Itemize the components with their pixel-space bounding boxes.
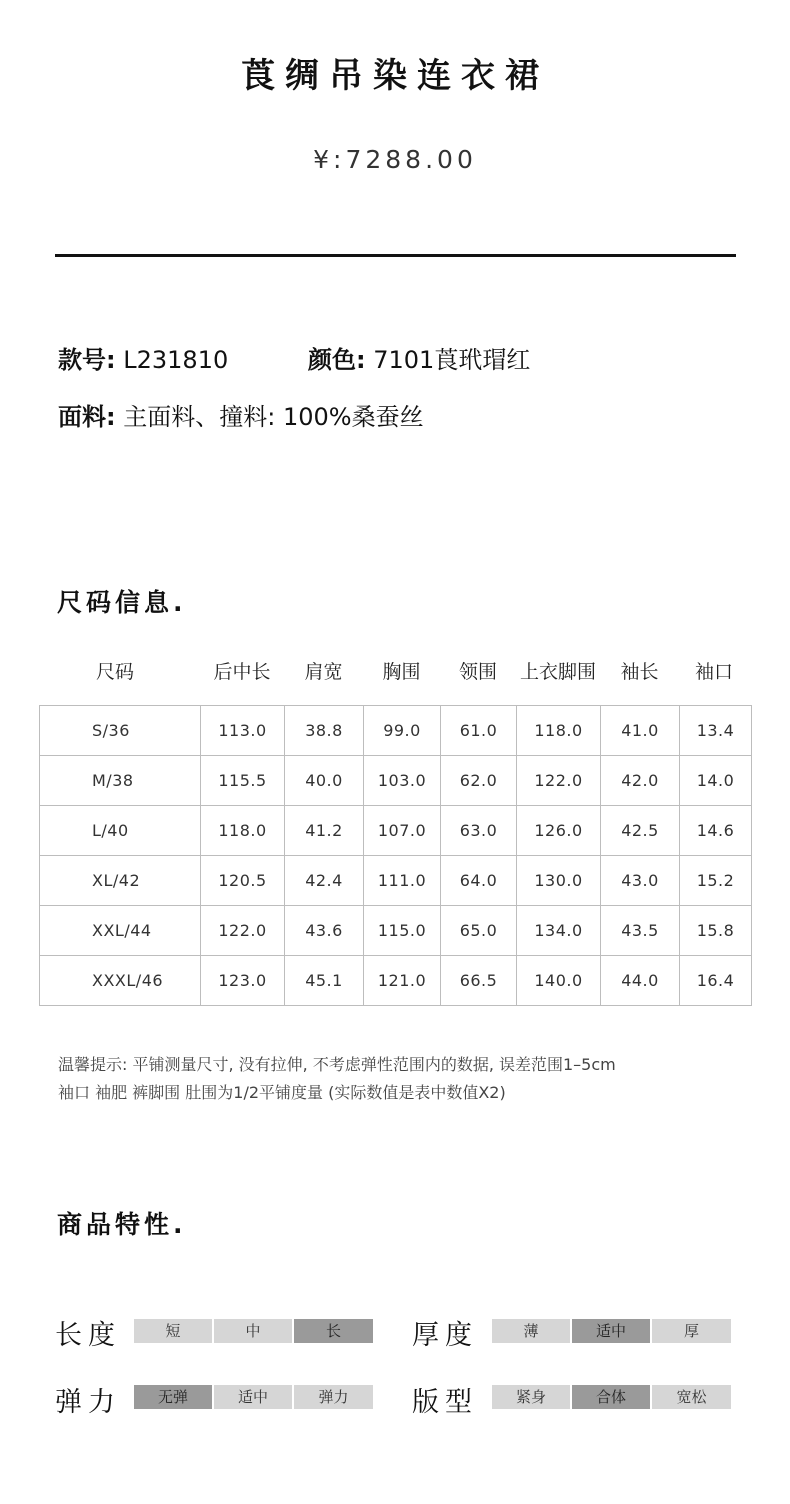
- table-cell: 122.0: [517, 756, 601, 806]
- table-cell: 107.0: [364, 806, 441, 856]
- table-cell: 65.0: [441, 906, 517, 956]
- table-cell: 134.0: [517, 906, 601, 956]
- size-note-line-2: 袖口 袖肥 裤脚围 肚围为1/2平铺度量 (实际数值是表中数值X2): [58, 1083, 506, 1102]
- table-cell: 111.0: [364, 856, 441, 906]
- length-option-medium: 中: [214, 1319, 292, 1343]
- thickness-option-thick: 厚: [652, 1319, 731, 1343]
- table-cell: 14.0: [680, 756, 752, 806]
- table-cell: 62.0: [441, 756, 517, 806]
- table-cell: 40.0: [285, 756, 364, 806]
- table-cell: 122.0: [201, 906, 285, 956]
- table-cell: 63.0: [441, 806, 517, 856]
- fabric-row: [58, 397, 424, 432]
- elasticity-label: 弹力: [55, 1387, 121, 1418]
- table-cell: 41.0: [601, 706, 680, 756]
- fit-option-tight: 紧身: [492, 1385, 570, 1409]
- table-cell: 13.4: [680, 706, 752, 756]
- thickness-option-thin: 薄: [492, 1319, 570, 1343]
- table-cell: 126.0: [517, 806, 601, 856]
- table-cell: XXL/44: [40, 906, 201, 956]
- fit-option-regular: 合体: [572, 1385, 650, 1409]
- table-row: [40, 856, 752, 906]
- table-cell: M/38: [40, 756, 201, 806]
- table-cell: XXXL/46: [40, 956, 201, 1006]
- table-cell: 66.5: [441, 956, 517, 1006]
- size-note-line-1: 温馨提示: 平铺测量尺寸, 没有拉伸, 不考虑弹性范围内的数据, 误差范围1–5cm: [58, 1055, 616, 1074]
- fabric-label: 面料:: [58, 403, 116, 431]
- fit-option-loose: 宽松: [652, 1385, 731, 1409]
- size-header-hem: 上衣脚围: [519, 661, 596, 683]
- table-cell: 42.0: [601, 756, 680, 806]
- table-cell: 44.0: [601, 956, 680, 1006]
- product-title: 莨绸吊染连衣裙: [241, 56, 549, 96]
- table-cell: 121.0: [364, 956, 441, 1006]
- table-cell: 61.0: [441, 706, 517, 756]
- style-number-value: L231810: [123, 346, 229, 374]
- color-row: [308, 340, 530, 375]
- size-header-size: 尺码: [95, 661, 134, 683]
- table-cell: 118.0: [517, 706, 601, 756]
- elasticity-option-medium: 适中: [214, 1385, 292, 1409]
- table-cell: 103.0: [364, 756, 441, 806]
- fabric-value: 主面料、撞料: 100%桑蚕丝: [123, 403, 424, 431]
- elasticity-option-stretch: 弹力: [294, 1385, 373, 1409]
- size-section-title: 尺码信息.: [57, 588, 187, 617]
- table-cell: 15.8: [680, 906, 752, 956]
- length-label: 长度: [55, 1320, 121, 1351]
- table-cell: 115.0: [364, 906, 441, 956]
- size-header-back-length: 后中长: [213, 661, 271, 683]
- size-header-chest: 胸围: [382, 661, 421, 683]
- table-row: [40, 756, 752, 806]
- size-header-shoulder: 肩宽: [304, 661, 343, 683]
- product-price: ¥:7288.00: [313, 145, 477, 174]
- size-header-cuff: 袖口: [694, 661, 733, 683]
- table-cell: 16.4: [680, 956, 752, 1006]
- fit-label: 版型: [412, 1387, 478, 1418]
- table-row: [40, 706, 752, 756]
- table-cell: 120.5: [201, 856, 285, 906]
- size-header-neck: 领围: [458, 661, 497, 683]
- elasticity-option-none: 无弹: [134, 1385, 212, 1409]
- table-cell: 38.8: [285, 706, 364, 756]
- table-cell: 118.0: [201, 806, 285, 856]
- style-number-label: 款号:: [58, 346, 116, 374]
- table-cell: 64.0: [441, 856, 517, 906]
- table-cell: 123.0: [201, 956, 285, 1006]
- table-row: [40, 806, 752, 856]
- size-table: [39, 705, 752, 1006]
- color-label: 颜色:: [308, 346, 366, 374]
- size-header-sleeve-length: 袖长: [620, 661, 659, 683]
- length-option-short: 短: [134, 1319, 212, 1343]
- table-row: [40, 956, 752, 1006]
- color-value: 7101莨玳瑁红: [373, 346, 531, 374]
- table-cell: 45.1: [285, 956, 364, 1006]
- table-cell: 113.0: [201, 706, 285, 756]
- table-cell: 43.6: [285, 906, 364, 956]
- table-cell: 42.5: [601, 806, 680, 856]
- table-cell: 43.0: [601, 856, 680, 906]
- table-cell: 42.4: [285, 856, 364, 906]
- table-cell: 14.6: [680, 806, 752, 856]
- table-row: [40, 906, 752, 956]
- table-cell: L/40: [40, 806, 201, 856]
- thickness-label: 厚度: [412, 1320, 478, 1351]
- features-section-title: 商品特性.: [57, 1210, 187, 1239]
- length-option-long: 长: [294, 1319, 373, 1343]
- divider: [55, 254, 736, 257]
- table-cell: 15.2: [680, 856, 752, 906]
- table-cell: 43.5: [601, 906, 680, 956]
- style-number-row: [58, 340, 228, 375]
- thickness-option-medium: 适中: [572, 1319, 650, 1343]
- table-cell: 140.0: [517, 956, 601, 1006]
- table-cell: 41.2: [285, 806, 364, 856]
- table-cell: 115.5: [201, 756, 285, 806]
- table-cell: XL/42: [40, 856, 201, 906]
- table-cell: 130.0: [517, 856, 601, 906]
- table-cell: S/36: [40, 706, 201, 756]
- table-cell: 99.0: [364, 706, 441, 756]
